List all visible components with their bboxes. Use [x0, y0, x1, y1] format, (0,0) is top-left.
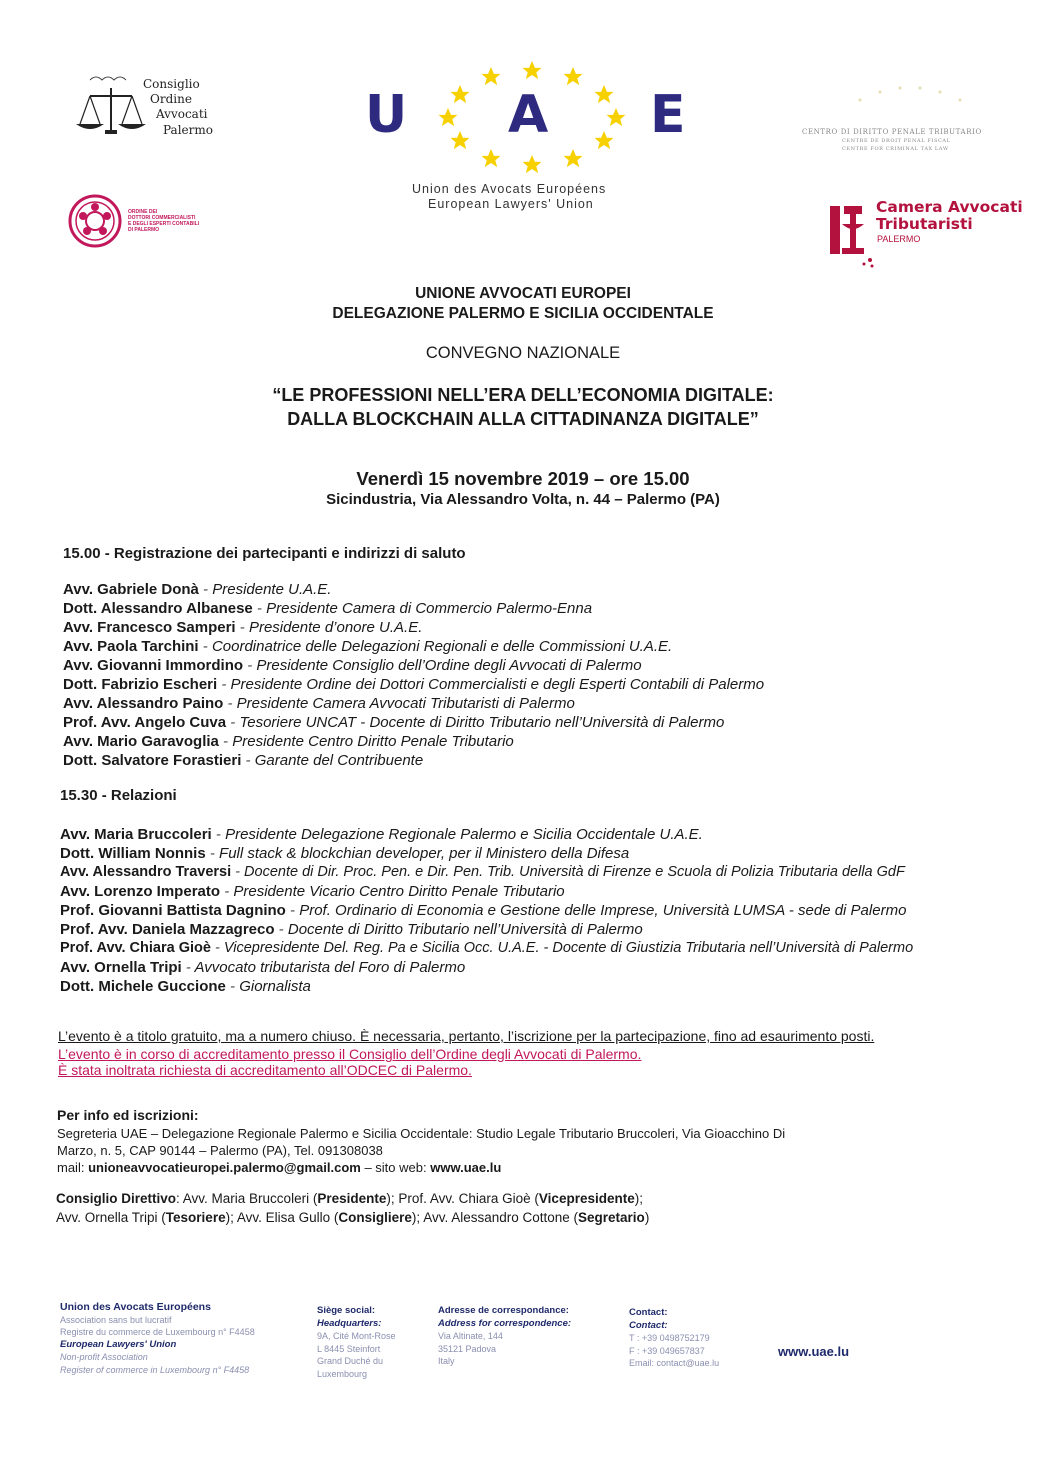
- info-heading: Per info ed iscrizioni:: [57, 1107, 199, 1123]
- coa-line-1: Consiglio: [143, 77, 200, 91]
- title-line-1: “LE PROFESSIONI NELL’ERA DELL’ECONOMIA DIGITALE:: [272, 385, 774, 405]
- board-line-2: Avv. Ornella Tripi (Tesoriere); Avv. Elisa Gullo (Consigliere); Avv. Alessandro Cottone (Segretario): [56, 1210, 650, 1225]
- speaker-role: Garante del Contribuente: [254, 752, 424, 769]
- board-member-role: Presidente: [317, 1191, 387, 1206]
- footer-heading: Headquarters:: [317, 1317, 382, 1329]
- speaker-name: Avv. Giovanni Immordino: [63, 657, 244, 674]
- speaker-name: Dott. Michele Guccione: [60, 978, 226, 995]
- board-member-name: Avv. Ornella Tripi: [56, 1210, 158, 1225]
- footer-heading: Siège social:: [317, 1305, 376, 1316]
- speaker-name: Avv. Francesco Samperi: [63, 619, 236, 636]
- speaker-role: Docente di Diritto Tributario nell’Università di Palermo: [287, 921, 643, 938]
- site-link[interactable]: www.uae.lu: [430, 1160, 502, 1175]
- speaker-role: Giornalista: [239, 978, 311, 995]
- speaker-row: Prof. Giovanni Battista Dagnino - Prof. Ordinario di Economia e Gestione delle Imprese, Università LUMSA - sede di Palermo: [60, 902, 907, 919]
- footer-text: 9A, Cité Mont-Rose: [317, 1331, 396, 1341]
- section2-heading: 15.30 - Relazioni: [60, 787, 177, 804]
- speaker-row: Dott. Alessandro Albanese - Presidente Camera di Commercio Palermo-Enna: [63, 600, 593, 617]
- board-member-name: Avv. Alessandro Cottone: [423, 1210, 570, 1225]
- cat-line-1: Camera Avvocati: [876, 198, 1023, 216]
- speaker-role: Presidente d’onore U.A.E.: [248, 619, 423, 636]
- notice-accreditation-odcec: È stata inoltrata richiesta di accreditamento all’ODCEC di Palermo.: [58, 1062, 472, 1078]
- event-date: Venerdì 15 novembre 2019 – ore 15.00: [356, 468, 690, 489]
- scales-icon: [72, 74, 152, 142]
- speaker-row: Avv. Giovanni Immordino - Presidente Consiglio dell’Ordine degli Avvocati di Palermo: [63, 657, 642, 674]
- speaker-name: Dott. Fabrizio Escheri: [63, 676, 218, 693]
- speaker-role: Presidente Vicario Centro Diritto Penale Tributario: [233, 883, 565, 900]
- footer-email[interactable]: Email: contact@uae.lu: [629, 1358, 720, 1368]
- speaker-name: Prof. Avv. Chiara Gioè: [60, 940, 211, 956]
- odcec-line-3: E DEGLI ESPERTI CONTABILI: [128, 221, 200, 227]
- speaker-name: Prof. Avv. Daniela Mazzagreco: [60, 921, 275, 938]
- speaker-row: Dott. Fabrizio Escheri - Presidente Ordine dei Dottori Commercialisti e degli Esperti Contabili di Palermo: [63, 676, 765, 693]
- speaker-name: Avv. Alessandro Paino: [63, 695, 224, 712]
- mail-link[interactable]: unioneavvocatieuropei.palermo@gmail.com: [88, 1160, 361, 1175]
- footer-fax: F : +39 049657837: [629, 1345, 705, 1356]
- speaker-row: Avv. Mario Garavoglia - Presidente Centro Diritto Penale Tributario: [63, 733, 514, 750]
- logo-odcec: [68, 194, 218, 248]
- uae-line-en: European Lawyers' Union: [428, 197, 594, 211]
- footer-text: L 8445 Steinfort: [317, 1343, 381, 1354]
- speaker-name: Avv. Maria Bruccoleri: [60, 826, 212, 843]
- speaker-row: Avv. Francesco Samperi - Presidente d’onore U.A.E.: [63, 619, 423, 636]
- footer-text: Italy: [438, 1356, 455, 1366]
- odcec-line-1: ORDINE DEI: [128, 209, 158, 215]
- footer-uae-fr: Union des Avocats Européens: [60, 1301, 211, 1313]
- speaker-row: Avv. Lorenzo Imperato - Presidente Vicario Centro Diritto Penale Tributario: [60, 883, 565, 900]
- speaker-role: Full stack & blockchian developer, per il Ministero della Difesa: [219, 845, 630, 862]
- speaker-role: Vicepresidente Del. Reg. Pa e Sicilia Occ. U.A.E. - Docente di Giustizia Tributaria nell’Università di Palermo: [223, 940, 914, 956]
- uae-letter-u: U: [365, 85, 408, 145]
- footer-heading: Address for correspondence:: [438, 1317, 572, 1329]
- info-line-1: Segreteria UAE – Delegazione Regionale Palermo e Sicilia Occidentale: Studio Legale Tributario Bruccoleri, Via Gioacchino Di: [57, 1126, 786, 1141]
- speaker-role: Coordinatrice delle Delegazioni Regionali e delle Commissioni U.A.E.: [211, 638, 673, 655]
- speaker-name: Avv. Paola Tarchini: [63, 638, 199, 655]
- footer-text: Registre du commerce de Luxembourg n° F4458: [60, 1327, 255, 1337]
- logo-uae: [360, 58, 700, 218]
- cdpt-line-1: CENTRO DI DIRITTO PENALE TRIBUTARIO: [802, 128, 982, 136]
- coa-line-3: Avvocati: [156, 107, 208, 121]
- speaker-role: Presidente Centro Diritto Penale Tributario: [232, 733, 514, 750]
- board-member-name: Avv. Maria Bruccoleri: [182, 1191, 310, 1206]
- org-line-1: UNIONE AVVOCATI EUROPEI: [415, 285, 631, 302]
- board-member-name: Prof. Avv. Chiara Gioè: [398, 1191, 531, 1206]
- footer-col-contact: [629, 1307, 719, 1370]
- speaker-role: Presidente Camera Avvocati Tributaristi di Palermo: [236, 695, 575, 712]
- speaker-name: Dott. Salvatore Forastieri: [63, 752, 242, 769]
- speaker-row: Avv. Alessandro Paino - Presidente Camera Avvocati Tributaristi di Palermo: [63, 695, 575, 712]
- speaker-role: Docente di Dir. Proc. Pen. e Dir. Pen. Trib. Università di Firenze e Scuola di Polizia Tributaria della GdF: [244, 864, 905, 880]
- board-member-role: Consigliere: [338, 1210, 412, 1225]
- board-label: Consiglio Direttivo: [56, 1191, 177, 1206]
- footer-col-association: [60, 1301, 255, 1376]
- coa-line-2: Ordine: [150, 92, 192, 106]
- speaker-name: Avv. Mario Garavoglia: [63, 733, 219, 750]
- notice-accreditation-coa: L’evento è in corso di accreditamento presso il Consiglio dell’Ordine degli Avvocati di Palermo.: [58, 1046, 642, 1062]
- footer-phone: T : +39 0498752179: [629, 1333, 710, 1343]
- odcec-seal-icon: [68, 194, 122, 248]
- footer-text: 35121 Padova: [438, 1343, 497, 1354]
- event-type: CONVEGNO NAZIONALE: [425, 344, 621, 362]
- logo-cdpt: [800, 80, 1020, 160]
- board-member-name: Avv. Elisa Gullo: [236, 1210, 331, 1225]
- title-line-2: DALLA BLOCKCHAIN ALLA CITTADINANZA DIGITALE”: [287, 409, 759, 429]
- cdpt-stars-icon: [800, 80, 1020, 130]
- speaker-row: Dott. Michele Guccione - Giornalista: [60, 978, 311, 995]
- cat-line-2: Tributaristi: [876, 215, 973, 233]
- logo-cat: [830, 198, 1030, 268]
- org-line-2: DELEGAZIONE PALERMO E SICILIA OCCIDENTALE: [332, 305, 714, 322]
- footer-heading: Contact:: [629, 1319, 668, 1331]
- speaker-row: Dott. Salvatore Forastieri - Garante del Contribuente: [63, 752, 424, 769]
- speaker-role: Presidente U.A.E.: [212, 581, 332, 598]
- site-label: – sito web:: [364, 1160, 427, 1175]
- uae-letter-e: E: [650, 85, 686, 145]
- footer-text: Association sans but lucratif: [60, 1314, 172, 1325]
- speaker-role: Presidente Delegazione Regionale Palermo e Sicilia Occidentale U.A.E.: [225, 826, 703, 843]
- event-venue: Sicindustria, Via Alessandro Volta, n. 44 – Palermo (PA): [326, 491, 720, 508]
- footer-website-link[interactable]: www.uae.lu: [778, 1344, 850, 1359]
- footer-heading: Adresse de correspondance:: [438, 1305, 569, 1316]
- odcec-line-2: DOTTORI COMMERCIALISTI: [128, 215, 196, 221]
- speaker-name: Prof. Avv. Angelo Cuva: [63, 714, 227, 731]
- speaker-name: Prof. Giovanni Battista Dagnino: [60, 902, 286, 919]
- speaker-row: Avv. Paola Tarchini - Coordinatrice delle Delegazioni Regionali e delle Commissioni U.A.E.: [63, 638, 673, 655]
- footer-heading: Contact:: [629, 1307, 668, 1318]
- speaker-role: Prof. Ordinario di Economia e Gestione delle Imprese, Università LUMSA - sede di Palermo: [299, 902, 907, 919]
- speaker-role: Presidente Consiglio dell’Ordine degli Avvocati di Palermo: [256, 657, 642, 674]
- info-contact-line: [57, 1160, 501, 1176]
- speaker-row: Prof. Avv. Daniela Mazzagreco - Docente di Diritto Tributario nell’Università di Palermo: [60, 921, 643, 938]
- mail-label: mail:: [57, 1160, 85, 1175]
- footer-text: Via Altinate, 144: [438, 1331, 503, 1341]
- logo-coa: [72, 74, 212, 144]
- speaker-name: Avv. Gabriele Donà: [63, 581, 199, 598]
- speaker-row: Avv. Maria Bruccoleri - Presidente Delegazione Regionale Palermo e Sicilia Occidentale U.A.E.: [60, 826, 703, 843]
- footer-col-headquarters: [317, 1305, 396, 1380]
- odcec-line-4: DI PALERMO: [128, 227, 160, 233]
- speaker-name: Avv. Lorenzo Imperato: [60, 883, 221, 900]
- speaker-role: Avvocato tributarista del Foro di Palermo: [194, 959, 466, 976]
- speaker-name: Avv. Alessandro Traversi: [60, 864, 232, 880]
- coa-line-4: Palermo: [163, 123, 213, 137]
- uae-letter-a: A: [508, 85, 549, 145]
- notice-free-event: L’evento è a titolo gratuito, ma a numero chiuso. È necessaria, pertanto, l’iscrizione per la partecipazione, fino ad esaurimento posti.: [58, 1028, 875, 1044]
- speaker-role: Tesoriere UNCAT - Docente di Diritto Tributario nell’Università di Palermo: [239, 714, 725, 731]
- footer-text: Non-profit Association: [60, 1352, 148, 1362]
- speaker-role: Presidente Camera di Commercio Palermo-Enna: [266, 600, 593, 617]
- speaker-row: Avv. Alessandro Traversi - Docente di Dir. Proc. Pen. e Dir. Pen. Trib. Università di Firenze e Scuola di Polizia Tributaria della GdF: [60, 864, 905, 880]
- speaker-role: Presidente Ordine dei Dottori Commercialisti e degli Esperti Contabili di Palermo: [230, 676, 765, 693]
- cdpt-line-3: CENTRE FOR CRIMINAL TAX LAW: [842, 146, 949, 152]
- uae-line-fr: Union des Avocats Européens: [412, 182, 607, 196]
- section1-heading: 15.00 - Registrazione dei partecipanti e indirizzi di saluto: [63, 545, 466, 562]
- footer-text: Luxembourg: [317, 1368, 368, 1379]
- speaker-row: Avv. Gabriele Donà - Presidente U.A.E.: [63, 581, 332, 598]
- info-line-2: Marzo, n. 5, CAP 90144 – Palermo (PA), Tel. 091308038: [57, 1143, 383, 1158]
- speaker-row: Prof. Avv. Chiara Gioè - Vicepresidente Del. Reg. Pa e Sicilia Occ. U.A.E. - Docente di Giustizia Tributaria nell’Università di Palermo: [60, 940, 914, 956]
- speaker-row: Avv. Ornella Tripi - Avvocato tributarista del Foro di Palermo: [60, 959, 466, 976]
- speaker-name: Dott. William Nonnis: [60, 845, 206, 862]
- speaker-row: Dott. William Nonnis - Full stack & blockchian developer, per il Ministero della Difesa: [60, 845, 630, 862]
- speaker-name: Dott. Alessandro Albanese: [63, 600, 253, 617]
- board-member-role: Tesoriere: [165, 1210, 226, 1225]
- footer-text: Grand Duché du: [317, 1356, 384, 1366]
- speaker-row: Prof. Avv. Angelo Cuva - Tesoriere UNCAT - Docente di Diritto Tributario nell’Università di Palermo: [63, 714, 725, 731]
- footer-text: Register of commerce in Luxembourg n° F4458: [60, 1364, 250, 1375]
- cdpt-line-2: CENTRE DE DROIT PENAL FISCAL: [842, 138, 951, 144]
- speaker-name: Avv. Ornella Tripi: [60, 959, 182, 976]
- board-member-role: Segretario: [578, 1210, 645, 1225]
- board-line-1: Consiglio Direttivo: Avv. Maria Bruccoleri (Presidente); Prof. Avv. Chiara Gioè (Vicepresidente);: [56, 1191, 643, 1206]
- footer-col-correspondence: [438, 1305, 571, 1368]
- cat-scales-icon: [830, 202, 876, 268]
- board-member-role: Vicepresidente: [538, 1191, 635, 1206]
- footer-uae-en: European Lawyers' Union: [60, 1338, 177, 1350]
- cat-line-3: PALERMO: [877, 234, 921, 244]
